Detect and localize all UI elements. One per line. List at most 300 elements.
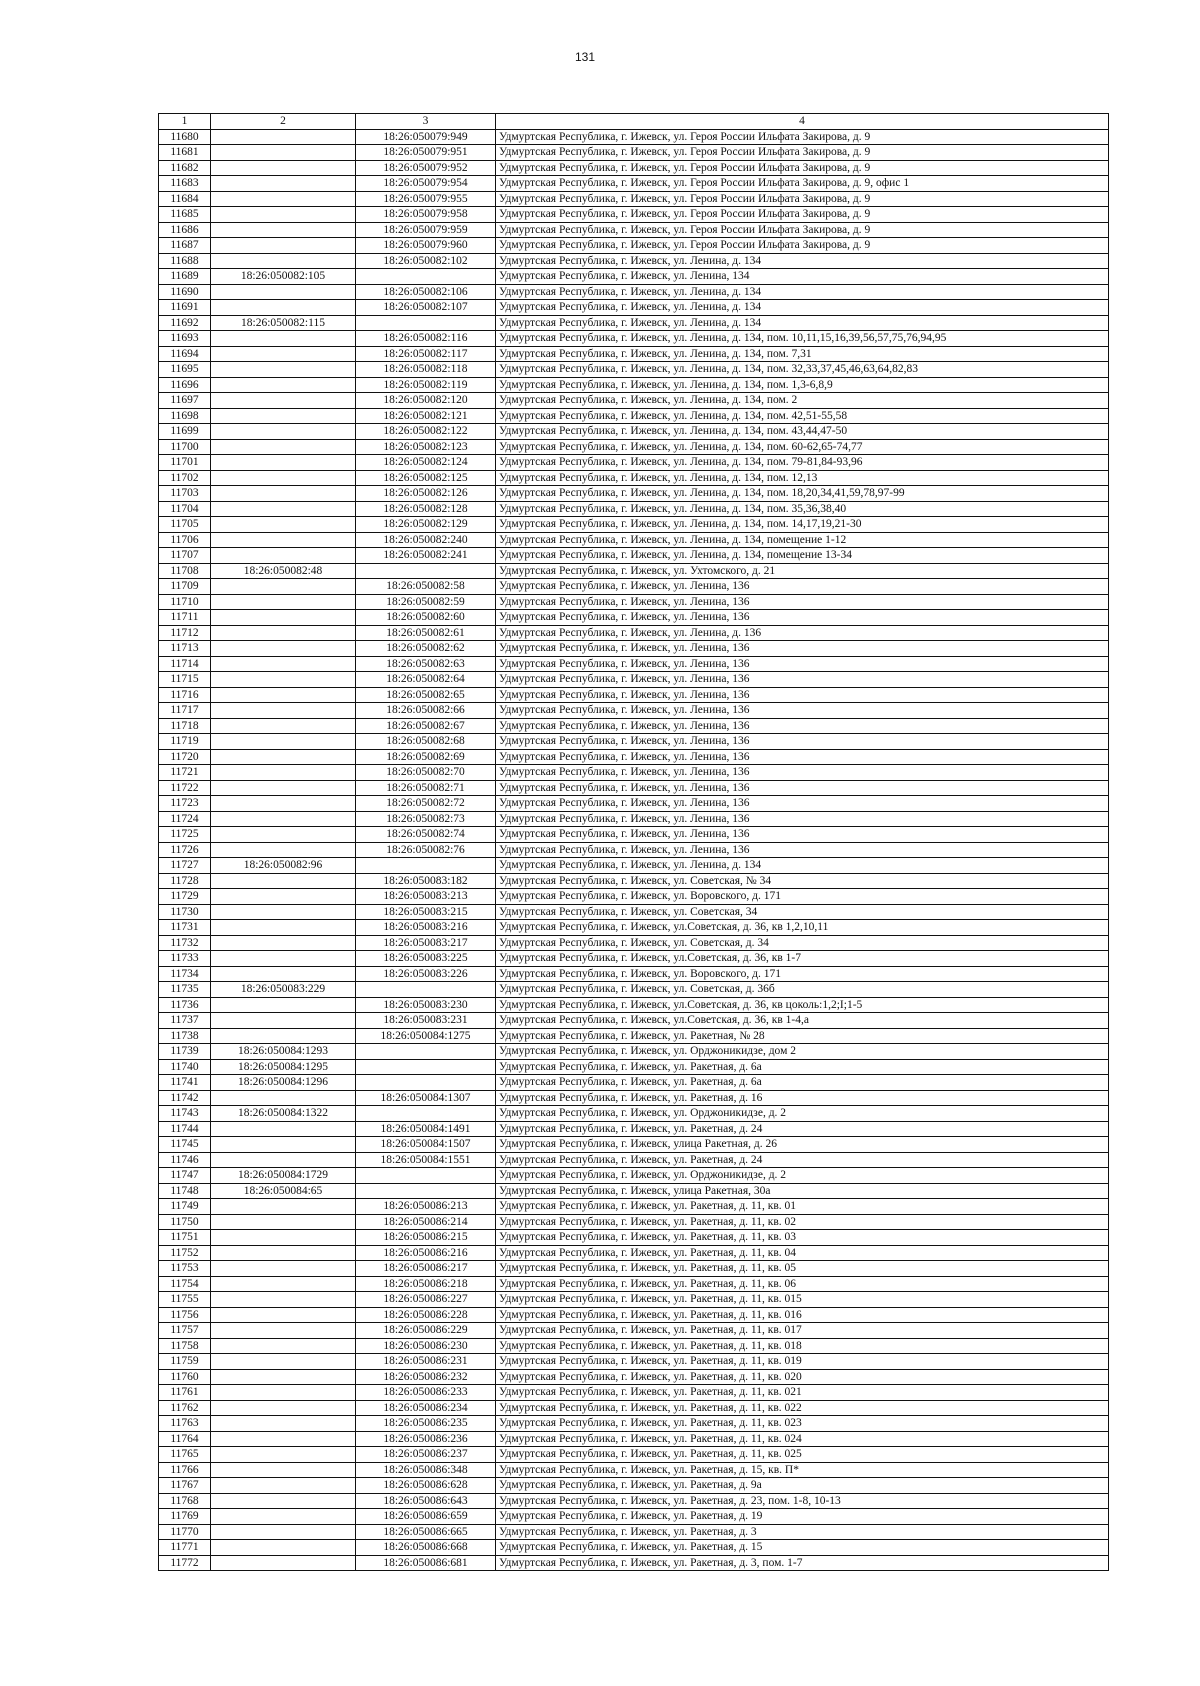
cadastral-number-cell-alt: 18:26:050082:124 (356, 455, 496, 471)
column-header-4: 4 (496, 114, 1109, 130)
cadastral-number-cell-alt: 18:26:050082:60 (356, 610, 496, 626)
cadastral-number-cell: 18:26:050084:1729 (211, 1168, 356, 1184)
cadastral-number-cell (211, 703, 356, 719)
cadastral-number-cell (211, 997, 356, 1013)
address-cell: Удмуртская Республика, г. Ижевск, ул. Ракетная, д. 11, кв. 05 (496, 1261, 1109, 1277)
cadastral-number-cell-alt: 18:26:050086:628 (356, 1478, 496, 1494)
table-row (159, 687, 1109, 703)
table-row (159, 1028, 1109, 1044)
row-number-cell: 11749 (159, 1199, 211, 1215)
table-row (159, 1044, 1109, 1060)
cadastral-number-cell (211, 222, 356, 238)
cadastral-number-cell (211, 579, 356, 595)
table-row (159, 238, 1109, 254)
cadastral-number-cell-alt: 18:26:050083:231 (356, 1013, 496, 1029)
cadastral-number-cell-alt: 18:26:050079:954 (356, 176, 496, 192)
row-number-cell: 11752 (159, 1245, 211, 1261)
row-number-cell: 11702 (159, 470, 211, 486)
cadastral-number-cell-alt: 18:26:050083:230 (356, 997, 496, 1013)
cadastral-number-cell (211, 548, 356, 564)
table-row (159, 1416, 1109, 1432)
cadastral-number-cell (211, 439, 356, 455)
table-row (159, 1462, 1109, 1478)
cadastral-number-cell-alt (356, 858, 496, 874)
address-cell: Удмуртская Республика, г. Ижевск, ул.Советская, д. 36, кв 1-7 (496, 951, 1109, 967)
row-number-cell: 11735 (159, 982, 211, 998)
row-number-cell: 11743 (159, 1106, 211, 1122)
row-number-cell: 11761 (159, 1385, 211, 1401)
address-cell: Удмуртская Республика, г. Ижевск, ул. Ракетная, д. 11, кв. 020 (496, 1369, 1109, 1385)
table-row (159, 873, 1109, 889)
cadastral-number-cell (211, 610, 356, 626)
cadastral-number-cell (211, 873, 356, 889)
cadastral-number-cell-alt: 18:26:050082:241 (356, 548, 496, 564)
cadastral-number-cell (211, 1509, 356, 1525)
cadastral-number-cell: 18:26:050083:229 (211, 982, 356, 998)
table-row (159, 1013, 1109, 1029)
row-number-cell: 11726 (159, 842, 211, 858)
row-number-cell: 11701 (159, 455, 211, 471)
row-number-cell: 11699 (159, 424, 211, 440)
cadastral-number-cell (211, 145, 356, 161)
row-number-cell: 11718 (159, 718, 211, 734)
table-row (159, 129, 1109, 145)
address-cell: Удмуртская Республика, г. Ижевск, ул. Ракетная, д. 24 (496, 1121, 1109, 1137)
registry-table-body (159, 114, 1109, 1571)
table-row (159, 625, 1109, 641)
cadastral-number-cell (211, 393, 356, 409)
row-number-cell: 11706 (159, 532, 211, 548)
address-cell: Удмуртская Республика, г. Ижевск, ул. Ракетная, д. 11, кв. 019 (496, 1354, 1109, 1370)
address-cell: Удмуртская Республика, г. Ижевск, ул. Ленина, д. 134, пом. 32,33,37,45,46,63,64,82,83 (496, 362, 1109, 378)
table-row (159, 935, 1109, 951)
cadastral-number-cell (211, 1028, 356, 1044)
table-row (159, 1338, 1109, 1354)
cadastral-number-cell-alt: 18:26:050082:66 (356, 703, 496, 719)
address-cell: Удмуртская Республика, г. Ижевск, ул. Ленина, 136 (496, 718, 1109, 734)
cadastral-number-cell (211, 749, 356, 765)
row-number-cell: 11684 (159, 191, 211, 207)
cadastral-number-cell (211, 1385, 356, 1401)
row-number-cell: 11721 (159, 765, 211, 781)
table-row (159, 997, 1109, 1013)
address-cell: Удмуртская Республика, г. Ижевск, ул. Ракетная, д. 11, кв. 02 (496, 1214, 1109, 1230)
cadastral-number-cell-alt (356, 1106, 496, 1122)
row-number-cell: 11729 (159, 889, 211, 905)
table-row (159, 160, 1109, 176)
row-number-cell: 11748 (159, 1183, 211, 1199)
table-row (159, 439, 1109, 455)
table-row (159, 796, 1109, 812)
row-number-cell: 11741 (159, 1075, 211, 1091)
row-number-cell: 11686 (159, 222, 211, 238)
cadastral-number-cell (211, 1524, 356, 1540)
cadastral-number-cell-alt: 18:26:050082:102 (356, 253, 496, 269)
address-cell: Удмуртская Республика, г. Ижевск, ул. Ракетная, д. 11, кв. 015 (496, 1292, 1109, 1308)
cadastral-number-cell (211, 284, 356, 300)
cadastral-number-cell-alt: 18:26:050086:232 (356, 1369, 496, 1385)
table-row (159, 1307, 1109, 1323)
cadastral-number-cell-alt: 18:26:050086:681 (356, 1555, 496, 1571)
table-row (159, 1152, 1109, 1168)
address-cell: Удмуртская Республика, г. Ижевск, ул. Героя России Ильфата Закирова, д. 9, офис 1 (496, 176, 1109, 192)
cadastral-number-cell-alt: 18:26:050079:959 (356, 222, 496, 238)
table-row (159, 1090, 1109, 1106)
cadastral-number-cell: 18:26:050084:65 (211, 1183, 356, 1199)
table-row (159, 501, 1109, 517)
cadastral-number-cell-alt (356, 269, 496, 285)
cadastral-number-cell (211, 160, 356, 176)
cadastral-number-cell-alt: 18:26:050079:951 (356, 145, 496, 161)
cadastral-number-cell (211, 362, 356, 378)
address-cell: Удмуртская Республика, г. Ижевск, ул. Ленина, 136 (496, 656, 1109, 672)
address-cell: Удмуртская Республика, г. Ижевск, улица Ракетная, 30а (496, 1183, 1109, 1199)
address-cell: Удмуртская Республика, г. Ижевск, ул. Орджоникидзе, дом 2 (496, 1044, 1109, 1060)
address-cell: Удмуртская Республика, г. Ижевск, ул. Ракетная, д. 11, кв. 04 (496, 1245, 1109, 1261)
cadastral-number-cell-alt: 18:26:050082:61 (356, 625, 496, 641)
row-number-cell: 11765 (159, 1447, 211, 1463)
cadastral-number-cell-alt: 18:26:050084:1551 (356, 1152, 496, 1168)
cadastral-number-cell (211, 470, 356, 486)
table-row (159, 331, 1109, 347)
address-cell: Удмуртская Республика, г. Ижевск, ул.Советская, д. 36, кв 1-4,а (496, 1013, 1109, 1029)
table-row (159, 842, 1109, 858)
table-row (159, 982, 1109, 998)
row-number-cell: 11736 (159, 997, 211, 1013)
address-cell: Удмуртская Республика, г. Ижевск, ул. Ракетная, д. 11, кв. 017 (496, 1323, 1109, 1339)
table-row (159, 1478, 1109, 1494)
table-row (159, 1230, 1109, 1246)
cadastral-number-cell (211, 129, 356, 145)
address-cell: Удмуртская Республика, г. Ижевск, улица Ракетная, д. 26 (496, 1137, 1109, 1153)
cadastral-number-cell-alt: 18:26:050082:121 (356, 408, 496, 424)
cadastral-number-cell (211, 672, 356, 688)
table-row (159, 1075, 1109, 1091)
address-cell: Удмуртская Республика, г. Ижевск, ул. Героя России Ильфата Закирова, д. 9 (496, 191, 1109, 207)
table-row (159, 191, 1109, 207)
row-number-cell: 11708 (159, 563, 211, 579)
row-number-cell: 11682 (159, 160, 211, 176)
table-row (159, 253, 1109, 269)
table-row (159, 1245, 1109, 1261)
cadastral-number-cell-alt: 18:26:050086:643 (356, 1493, 496, 1509)
cadastral-number-cell (211, 641, 356, 657)
row-number-cell: 11690 (159, 284, 211, 300)
cadastral-number-cell (211, 1121, 356, 1137)
address-cell: Удмуртская Республика, г. Ижевск, ул. Ракетная, д. 6а (496, 1059, 1109, 1075)
cadastral-number-cell (211, 486, 356, 502)
table-row (159, 734, 1109, 750)
cadastral-number-cell-alt (356, 982, 496, 998)
cadastral-number-cell-alt: 18:26:050079:960 (356, 238, 496, 254)
address-cell: Удмуртская Республика, г. Ижевск, ул. Ракетная, д. 11, кв. 06 (496, 1276, 1109, 1292)
cadastral-number-cell-alt: 18:26:050086:227 (356, 1292, 496, 1308)
cadastral-number-cell (211, 687, 356, 703)
row-number-cell: 11759 (159, 1354, 211, 1370)
cadastral-number-cell (211, 501, 356, 517)
cadastral-number-cell (211, 780, 356, 796)
cadastral-number-cell (211, 1369, 356, 1385)
cadastral-number-cell (211, 253, 356, 269)
row-number-cell: 11707 (159, 548, 211, 564)
cadastral-number-cell-alt (356, 1059, 496, 1075)
cadastral-number-cell-alt (356, 315, 496, 331)
row-number-cell: 11720 (159, 749, 211, 765)
cadastral-number-cell-alt (356, 1044, 496, 1060)
row-number-cell: 11739 (159, 1044, 211, 1060)
table-row (159, 1524, 1109, 1540)
table-row (159, 1385, 1109, 1401)
table-row (159, 656, 1109, 672)
cadastral-number-cell-alt: 18:26:050082:74 (356, 827, 496, 843)
row-number-cell: 11730 (159, 904, 211, 920)
table-row (159, 315, 1109, 331)
table-row (159, 207, 1109, 223)
address-cell: Удмуртская Республика, г. Ижевск, ул. Ленина, 136 (496, 734, 1109, 750)
row-number-cell: 11767 (159, 1478, 211, 1494)
cadastral-number-cell (211, 765, 356, 781)
cadastral-number-cell (211, 1416, 356, 1432)
cadastral-number-cell (211, 625, 356, 641)
address-cell: Удмуртская Республика, г. Ижевск, ул. Ленина, д. 134, пом. 14,17,19,21-30 (496, 517, 1109, 533)
address-cell: Удмуртская Республика, г. Ижевск, ул. Ленина, д. 136 (496, 625, 1109, 641)
cadastral-number-cell (211, 1261, 356, 1277)
cadastral-number-cell (211, 1152, 356, 1168)
registry-table (158, 113, 1109, 1571)
row-number-cell: 11742 (159, 1090, 211, 1106)
address-cell: Удмуртская Республика, г. Ижевск, ул. Ракетная, д. 9а (496, 1478, 1109, 1494)
cadastral-number-cell-alt: 18:26:050083:226 (356, 966, 496, 982)
address-cell: Удмуртская Республика, г. Ижевск, ул. Орджоникидзе, д. 2 (496, 1106, 1109, 1122)
table-row (159, 300, 1109, 316)
cadastral-number-cell (211, 1214, 356, 1230)
row-number-cell: 11712 (159, 625, 211, 641)
cadastral-number-cell-alt: 18:26:050082:122 (356, 424, 496, 440)
address-cell: Удмуртская Республика, г. Ижевск, ул. Воровского, д. 171 (496, 966, 1109, 982)
cadastral-number-cell (211, 904, 356, 920)
address-cell: Удмуртская Республика, г. Ижевск, ул. Советская, № 34 (496, 873, 1109, 889)
table-row (159, 966, 1109, 982)
row-number-cell: 11692 (159, 315, 211, 331)
address-cell: Удмуртская Республика, г. Ижевск, ул. Героя России Ильфата Закирова, д. 9 (496, 207, 1109, 223)
address-cell: Удмуртская Республика, г. Ижевск, ул. Ракетная, д. 15, кв. П* (496, 1462, 1109, 1478)
address-cell: Удмуртская Республика, г. Ижевск, ул. Ракетная, № 28 (496, 1028, 1109, 1044)
address-cell: Удмуртская Республика, г. Ижевск, ул. Героя России Ильфата Закирова, д. 9 (496, 129, 1109, 145)
cadastral-number-cell (211, 408, 356, 424)
table-row (159, 408, 1109, 424)
table-row (159, 548, 1109, 564)
address-cell: Удмуртская Республика, г. Ижевск, ул. Ленина, д. 134, пом. 60-62,65-74,77 (496, 439, 1109, 455)
cadastral-number-cell-alt: 18:26:050086:665 (356, 1524, 496, 1540)
table-row (159, 362, 1109, 378)
address-cell: Удмуртская Республика, г. Ижевск, ул. Героя России Ильфата Закирова, д. 9 (496, 160, 1109, 176)
cadastral-number-cell (211, 207, 356, 223)
row-number-cell: 11753 (159, 1261, 211, 1277)
table-header-row (159, 114, 1109, 130)
cadastral-number-cell-alt: 18:26:050084:1507 (356, 1137, 496, 1153)
cadastral-number-cell-alt: 18:26:050086:213 (356, 1199, 496, 1215)
table-row (159, 811, 1109, 827)
address-cell: Удмуртская Республика, г. Ижевск, ул. Ленина, 136 (496, 672, 1109, 688)
table-row (159, 1369, 1109, 1385)
cadastral-number-cell-alt: 18:26:050082:63 (356, 656, 496, 672)
address-cell: Удмуртская Республика, г. Ижевск, ул. Ракетная, д. 11, кв. 016 (496, 1307, 1109, 1323)
row-number-cell: 11734 (159, 966, 211, 982)
address-cell: Удмуртская Республика, г. Ижевск, ул. Ленина, 136 (496, 765, 1109, 781)
address-cell: Удмуртская Республика, г. Ижевск, ул. Ленина, 136 (496, 780, 1109, 796)
address-cell: Удмуртская Республика, г. Ижевск, ул. Ленина, 136 (496, 641, 1109, 657)
cadastral-number-cell (211, 1013, 356, 1029)
cadastral-number-cell-alt: 18:26:050086:233 (356, 1385, 496, 1401)
row-number-cell: 11760 (159, 1369, 211, 1385)
row-number-cell: 11762 (159, 1400, 211, 1416)
address-cell: Удмуртская Республика, г. Ижевск, ул. Ракетная, д. 11, кв. 021 (496, 1385, 1109, 1401)
cadastral-number-cell (211, 300, 356, 316)
cadastral-number-cell (211, 1462, 356, 1478)
cadastral-number-cell-alt: 18:26:050082:62 (356, 641, 496, 657)
table-row (159, 718, 1109, 734)
cadastral-number-cell-alt: 18:26:050082:129 (356, 517, 496, 533)
table-row (159, 1555, 1109, 1571)
cadastral-number-cell (211, 1493, 356, 1509)
cadastral-number-cell: 18:26:050084:1295 (211, 1059, 356, 1075)
cadastral-number-cell-alt: 18:26:050082:125 (356, 470, 496, 486)
cadastral-number-cell-alt: 18:26:050086:218 (356, 1276, 496, 1292)
table-row (159, 1183, 1109, 1199)
table-row (159, 1354, 1109, 1370)
address-cell: Удмуртская Республика, г. Ижевск, ул. Ракетная, д. 19 (496, 1509, 1109, 1525)
row-number-cell: 11680 (159, 129, 211, 145)
table-row (159, 455, 1109, 471)
row-number-cell: 11740 (159, 1059, 211, 1075)
cadastral-number-cell-alt: 18:26:050086:214 (356, 1214, 496, 1230)
column-header-3: 3 (356, 114, 496, 130)
cadastral-number-cell-alt: 18:26:050084:1307 (356, 1090, 496, 1106)
table-row (159, 951, 1109, 967)
table-row (159, 269, 1109, 285)
table-row (159, 1214, 1109, 1230)
address-cell: Удмуртская Республика, г. Ижевск, ул.Советская, д. 36, кв цоколь:1,2;I;1-5 (496, 997, 1109, 1013)
row-number-cell: 11757 (159, 1323, 211, 1339)
cadastral-number-cell-alt: 18:26:050084:1275 (356, 1028, 496, 1044)
row-number-cell: 11731 (159, 920, 211, 936)
cadastral-number-cell-alt: 18:26:050082:59 (356, 594, 496, 610)
row-number-cell: 11747 (159, 1168, 211, 1184)
cadastral-number-cell: 18:26:050084:1296 (211, 1075, 356, 1091)
row-number-cell: 11697 (159, 393, 211, 409)
cadastral-number-cell-alt: 18:26:050086:236 (356, 1431, 496, 1447)
row-number-cell: 11737 (159, 1013, 211, 1029)
row-number-cell: 11724 (159, 811, 211, 827)
address-cell: Удмуртская Республика, г. Ижевск, ул. Ракетная, д. 6а (496, 1075, 1109, 1091)
cadastral-number-cell-alt: 18:26:050086:237 (356, 1447, 496, 1463)
row-number-cell: 11738 (159, 1028, 211, 1044)
address-cell: Удмуртская Республика, г. Ижевск, ул. Ленина, д. 134, помещение 13-34 (496, 548, 1109, 564)
cadastral-number-cell-alt: 18:26:050079:952 (356, 160, 496, 176)
row-number-cell: 11710 (159, 594, 211, 610)
cadastral-number-cell-alt: 18:26:050082:126 (356, 486, 496, 502)
cadastral-number-cell (211, 176, 356, 192)
row-number-cell: 11758 (159, 1338, 211, 1354)
table-row (159, 858, 1109, 874)
address-cell: Удмуртская Республика, г. Ижевск, ул. Ленина, 136 (496, 811, 1109, 827)
cadastral-number-cell (211, 951, 356, 967)
row-number-cell: 11693 (159, 331, 211, 347)
cadastral-number-cell-alt: 18:26:050082:118 (356, 362, 496, 378)
address-cell: Удмуртская Республика, г. Ижевск, ул. Орджоникидзе, д. 2 (496, 1168, 1109, 1184)
cadastral-number-cell-alt: 18:26:050082:119 (356, 377, 496, 393)
row-number-cell: 11683 (159, 176, 211, 192)
table-row (159, 765, 1109, 781)
cadastral-number-cell (211, 1447, 356, 1463)
cadastral-number-cell-alt: 18:26:050086:348 (356, 1462, 496, 1478)
address-cell: Удмуртская Республика, г. Ижевск, ул. Героя России Ильфата Закирова, д. 9 (496, 222, 1109, 238)
cadastral-number-cell: 18:26:050082:115 (211, 315, 356, 331)
cadastral-number-cell (211, 455, 356, 471)
address-cell: Удмуртская Республика, г. Ижевск, ул. Героя России Ильфата Закирова, д. 9 (496, 238, 1109, 254)
address-cell: Удмуртская Республика, г. Ижевск, ул. Ленина, д. 134, пом. 35,36,38,40 (496, 501, 1109, 517)
cadastral-number-cell (211, 889, 356, 905)
table-row (159, 470, 1109, 486)
cadastral-number-cell-alt: 18:26:050082:68 (356, 734, 496, 750)
cadastral-number-cell-alt: 18:26:050083:215 (356, 904, 496, 920)
cadastral-number-cell (211, 1276, 356, 1292)
table-row (159, 517, 1109, 533)
cadastral-number-cell (211, 656, 356, 672)
cadastral-number-cell-alt: 18:26:050082:58 (356, 579, 496, 595)
cadastral-number-cell-alt: 18:26:050079:949 (356, 129, 496, 145)
cadastral-number-cell (211, 424, 356, 440)
address-cell: Удмуртская Республика, г. Ижевск, ул. Ленина, 136 (496, 687, 1109, 703)
address-cell: Удмуртская Республика, г. Ижевск, ул. Советская, 34 (496, 904, 1109, 920)
column-header-1: 1 (159, 114, 211, 130)
cadastral-number-cell (211, 1307, 356, 1323)
cadastral-number-cell (211, 1540, 356, 1556)
cadastral-number-cell-alt: 18:26:050082:107 (356, 300, 496, 316)
cadastral-number-cell-alt: 18:26:050082:67 (356, 718, 496, 734)
cadastral-number-cell-alt (356, 563, 496, 579)
address-cell: Удмуртская Республика, г. Ижевск, ул. Ленина, 136 (496, 579, 1109, 595)
cadastral-number-cell-alt: 18:26:050086:234 (356, 1400, 496, 1416)
table-row (159, 145, 1109, 161)
address-cell: Удмуртская Республика, г. Ижевск, ул. Ленина, д. 134, пом. 79-81,84-93,96 (496, 455, 1109, 471)
cadastral-number-cell (211, 1478, 356, 1494)
address-cell: Удмуртская Республика, г. Ижевск, ул. Воровского, д. 171 (496, 889, 1109, 905)
row-number-cell: 11769 (159, 1509, 211, 1525)
row-number-cell: 11694 (159, 346, 211, 362)
cadastral-number-cell: 18:26:050082:96 (211, 858, 356, 874)
row-number-cell: 11696 (159, 377, 211, 393)
table-row (159, 346, 1109, 362)
row-number-cell: 11728 (159, 873, 211, 889)
address-cell: Удмуртская Республика, г. Ижевск, ул. Ракетная, д. 11, кв. 03 (496, 1230, 1109, 1246)
address-cell: Удмуртская Республика, г. Ижевск, ул. Ленина, д. 134, пом. 12,13 (496, 470, 1109, 486)
table-row (159, 641, 1109, 657)
address-cell: Удмуртская Республика, г. Ижевск, ул. Героя России Ильфата Закирова, д. 9 (496, 145, 1109, 161)
cadastral-number-cell-alt: 18:26:050086:228 (356, 1307, 496, 1323)
cadastral-number-cell (211, 718, 356, 734)
table-row (159, 749, 1109, 765)
row-number-cell: 11714 (159, 656, 211, 672)
cadastral-number-cell-alt: 18:26:050079:955 (356, 191, 496, 207)
cadastral-number-cell-alt: 18:26:050086:229 (356, 1323, 496, 1339)
row-number-cell: 11713 (159, 641, 211, 657)
row-number-cell: 11764 (159, 1431, 211, 1447)
table-row (159, 1509, 1109, 1525)
cadastral-number-cell-alt: 18:26:050086:659 (356, 1509, 496, 1525)
address-cell: Удмуртская Республика, г. Ижевск, ул. Ленина, д. 134 (496, 300, 1109, 316)
cadastral-number-cell (211, 1245, 356, 1261)
